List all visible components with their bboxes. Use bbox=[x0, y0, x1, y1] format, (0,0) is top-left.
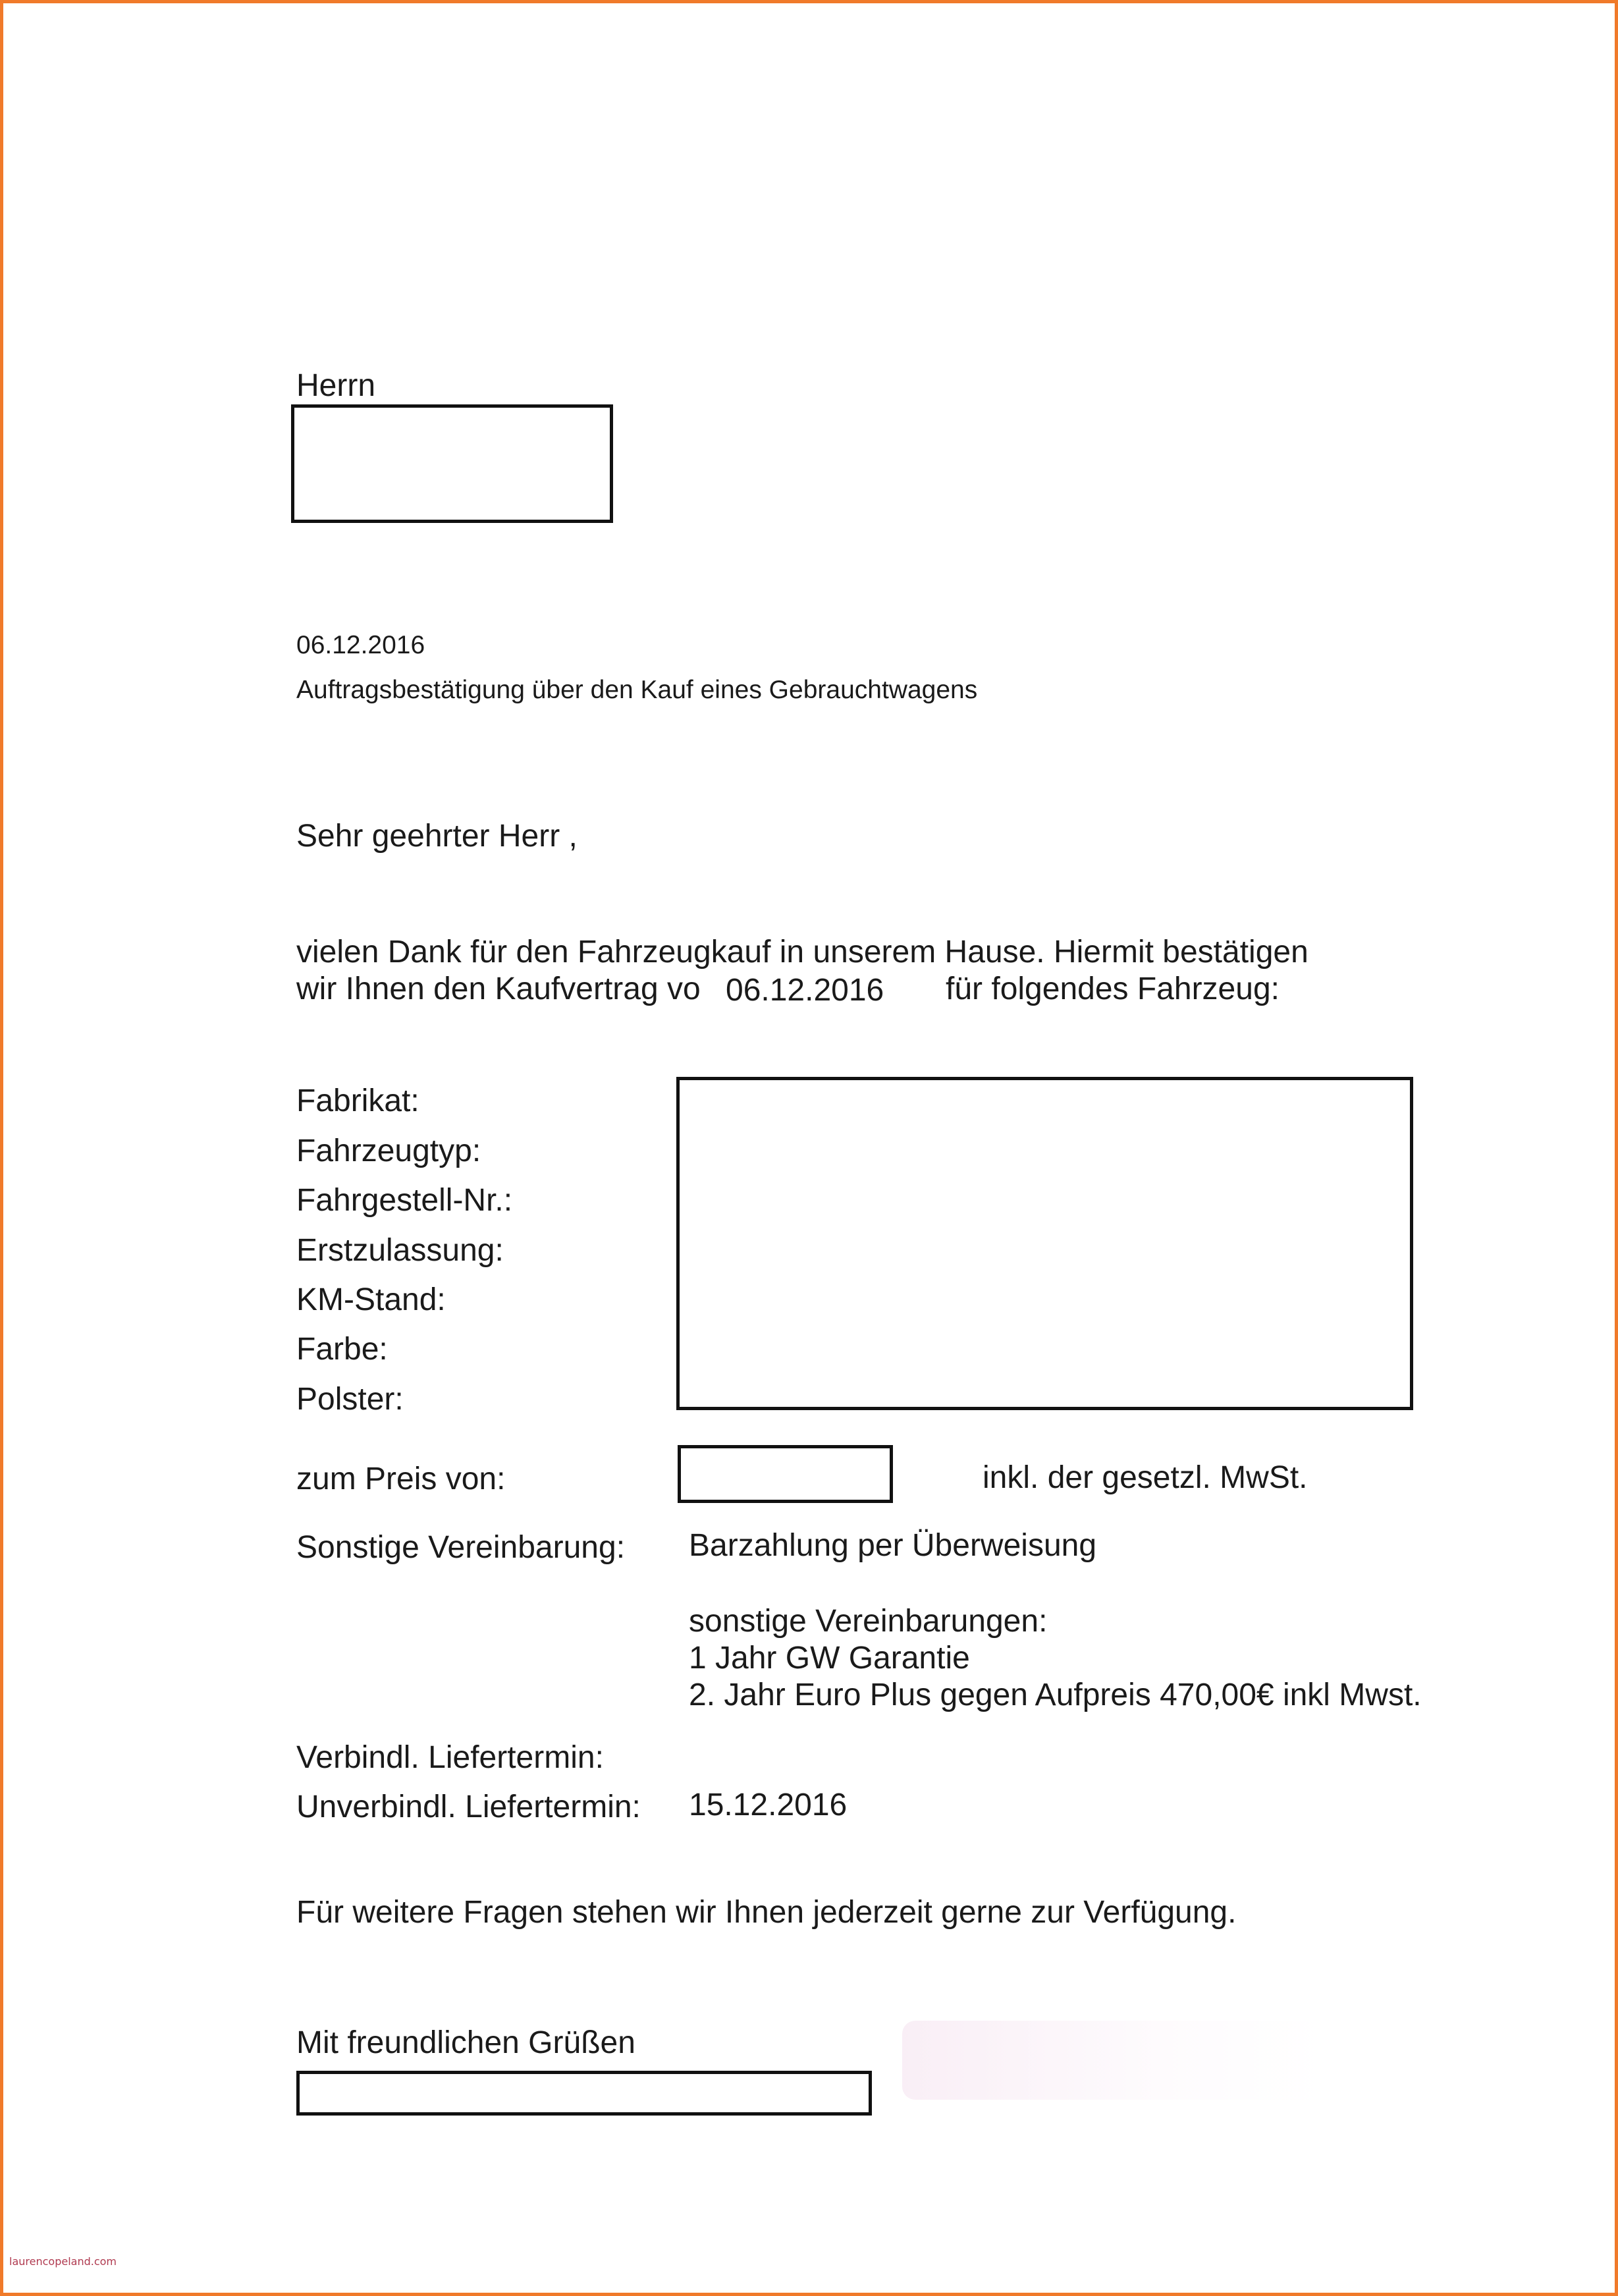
closing-regards: Mit freundlichen Grüßen bbox=[296, 2025, 635, 2060]
intro-line-2-prefix: wir Ihnen den Kaufvertrag vo bbox=[296, 971, 701, 1006]
field-label-fahrgestell-nr: Fahrgestell-Nr.: bbox=[296, 1183, 513, 1218]
recipient-address-box bbox=[291, 404, 613, 523]
field-label-farbe: Farbe: bbox=[296, 1332, 388, 1367]
faded-stamp bbox=[902, 2021, 1324, 2100]
agreement-item-1: 1 Jahr GW Garantie bbox=[689, 1641, 970, 1676]
letter-subject: Auftragsbestätigung über den Kauf eines Gebrauchtwagens bbox=[296, 676, 978, 704]
price-box bbox=[678, 1445, 893, 1503]
field-label-fahrzeugtyp: Fahrzeugtyp: bbox=[296, 1134, 481, 1168]
greeting: Sehr geehrter Herr , bbox=[296, 819, 578, 854]
nonbinding-delivery-date: 15.12.2016 bbox=[689, 1788, 848, 1822]
contract-date: 06.12.2016 bbox=[726, 973, 884, 1008]
watermark: laurencopeland.com bbox=[9, 2255, 117, 2268]
field-label-polster: Polster: bbox=[296, 1382, 404, 1417]
field-label-km-stand: KM-Stand: bbox=[296, 1282, 446, 1317]
other-agreements-heading: sonstige Vereinbarungen: bbox=[689, 1604, 1048, 1639]
payment-method: Barzahlung per Überweisung bbox=[689, 1528, 1097, 1563]
closing-questions: Für weitere Fragen stehen wir Ihnen jederzeit gerne zur Verfügung. bbox=[296, 1895, 1237, 1930]
signature-box bbox=[296, 2071, 872, 2116]
field-label-erstzulassung: Erstzulassung: bbox=[296, 1233, 504, 1268]
agreement-item-2: 2. Jahr Euro Plus gegen Aufpreis 470,00€ inkl Mwst. bbox=[689, 1678, 1422, 1712]
letter-date: 06.12.2016 bbox=[296, 631, 425, 659]
intro-line-1: vielen Dank für den Fahrzeugkauf in unserem Hause. Hiermit bestätigen bbox=[296, 935, 1308, 970]
tax-note: inkl. der gesetzl. MwSt. bbox=[983, 1460, 1308, 1495]
nonbinding-delivery-label: Unverbindl. Liefertermin: bbox=[296, 1790, 641, 1824]
price-label: zum Preis von: bbox=[296, 1462, 506, 1496]
field-label-fabrikat: Fabrikat: bbox=[296, 1083, 419, 1118]
agreements-label: Sonstige Vereinbarung: bbox=[296, 1530, 626, 1565]
intro-line-2-suffix: für folgendes Fahrzeug: bbox=[946, 971, 1280, 1006]
vehicle-details-box bbox=[676, 1077, 1413, 1410]
recipient-label: Herrn bbox=[296, 368, 376, 403]
binding-delivery-label: Verbindl. Liefertermin: bbox=[296, 1740, 604, 1775]
